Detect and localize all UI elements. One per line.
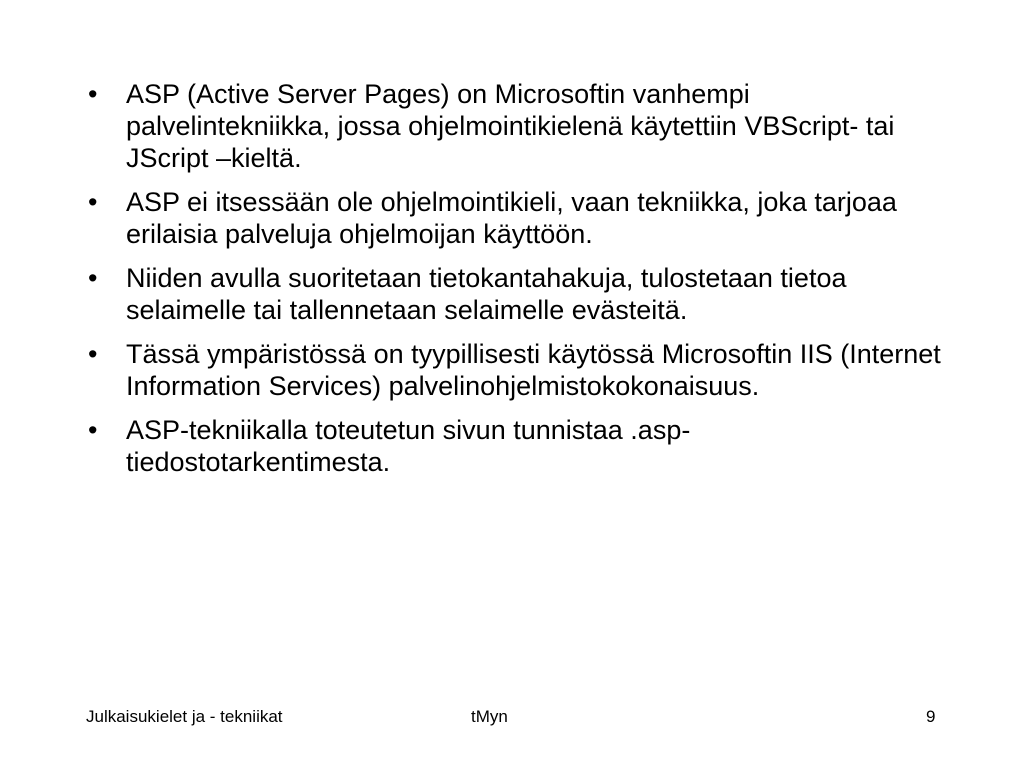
footer-author: tMyn	[471, 707, 508, 726]
footer-page-number: 9	[926, 707, 936, 726]
bullet-item	[88, 186, 948, 250]
bullet-text: ASP ei itsessään ole ohjelmointikieli, vaan tekniikka, joka tarjoaa erilaisia palveluja ohjelmoijan käyttöön.	[126, 187, 897, 249]
bullet-list	[88, 78, 948, 490]
bullet-text: Tässä ympäristössä on tyypillisesti käytössä Microsoftin IIS (Internet Information Services) palvelinohjelmistokokonaisuus.	[126, 339, 941, 401]
bullet-text: ASP (Active Server Pages) on Microsoftin vanhempi palvelintekniikka, jossa ohjelmointikielenä käytettiin VBScript- tai JScript –kieltä.	[126, 79, 895, 173]
bullet-icon: •	[88, 339, 98, 369]
bullet-text: ASP-tekniikalla toteutetun sivun tunnistaa .asp-tiedostotarkentimesta.	[126, 415, 691, 477]
bullet-item	[88, 78, 948, 174]
bullet-item	[88, 262, 948, 326]
footer-course-title: Julkaisukielet ja - tekniikat	[86, 707, 283, 726]
bullet-item	[88, 338, 948, 402]
bullet-item	[88, 414, 948, 478]
bullet-icon: •	[88, 263, 98, 293]
bullet-text: Niiden avulla suoritetaan tietokantahakuja, tulostetaan tietoa selaimelle tai tallennetaan selaimelle evästeitä.	[126, 263, 847, 325]
bullet-icon: •	[88, 187, 98, 217]
bullet-icon: •	[88, 79, 98, 109]
bullet-icon: •	[88, 415, 98, 445]
